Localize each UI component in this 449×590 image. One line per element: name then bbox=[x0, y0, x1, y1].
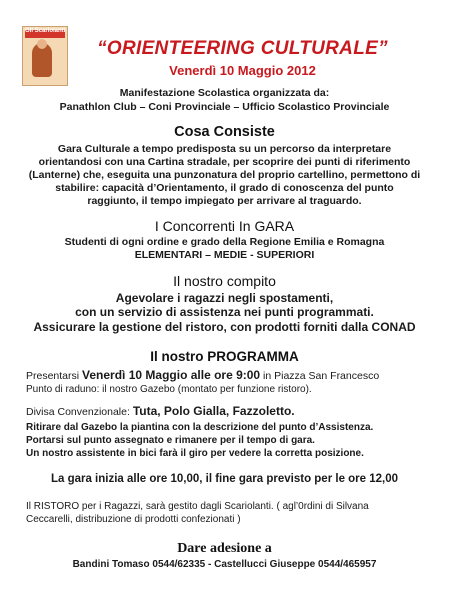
compito-line: con un servizio di assistenza nei punti programmati. bbox=[75, 305, 374, 319]
compito-line: Agevolare i ragazzi negli spostamenti, bbox=[115, 291, 334, 305]
event-date: Venerdì 10 Maggio 2012 bbox=[169, 63, 316, 78]
cosa-line: orientandosi con una Cartina stradale, per scoprire dei punti di riferimento bbox=[38, 156, 411, 168]
ritiro-line: Portarsi sul punto assegnato e rimanere per il tempo di gara. bbox=[26, 435, 315, 446]
presentarsi-prefix: Presentarsi bbox=[26, 370, 83, 382]
page-title: “ORIENTEERING CULTURALE” bbox=[97, 38, 388, 59]
compito-line: Assicurare la gestione del ristoro, con prodotti forniti dalla CONAD bbox=[33, 320, 416, 334]
divisa-value: Tuta, Polo Gialla, Fazzoletto. bbox=[132, 404, 295, 418]
compito-heading: Il nostro compito bbox=[173, 273, 276, 289]
presentarsi-place: in Piazza San Francesco bbox=[260, 370, 380, 382]
cosa-line: Gara Culturale a tempo predisposta su un percorso da interpretare bbox=[57, 143, 392, 155]
adesione-heading: Dare adesione a bbox=[177, 541, 272, 556]
divisa-label: Divisa Convenzionale: bbox=[26, 406, 133, 418]
organizer-list: Panathlon Club – Coni Provinciale – Ufficio Scolastico Provinciale bbox=[59, 101, 390, 113]
cosa-line: (Lanterne) che, eseguita una punzonatura del proprio cartellino, permettono di bbox=[28, 169, 421, 181]
ritiro-line: Un nostro assistente in bici farà il giro per vedere la corretta posizione. bbox=[26, 448, 364, 459]
presentarsi-line bbox=[26, 369, 379, 383]
ristoro-line: Il RISTORO per i Ragazzi, sarà gestito dagli Scariolanti. ( agl’0rdini di Silvana bbox=[26, 501, 369, 512]
cosa-line: stabilire: capacità d’Orientamento, il grado di conoscenza del punto bbox=[55, 182, 394, 194]
ristoro-line: Ceccarelli, distribuzione di prodotti confezionati ) bbox=[26, 514, 241, 525]
ritiro-line: Ritirare dal Gazebo la piantina con la descrizione del punto d’Assistenza. bbox=[26, 422, 374, 433]
gara-time-line: La gara inizia alle ore 10,00, il fine gara previsto per le ore 12,00 bbox=[50, 473, 399, 485]
raduno-line: Punto di raduno: il nostro Gazebo (montato per funzione ristoro). bbox=[26, 384, 312, 395]
logo-text: Gli Scariolanti bbox=[25, 28, 66, 34]
concorrenti-line: ELEMENTARI – MEDIE - SUPERIORI bbox=[134, 249, 315, 261]
adesione-contacts: Bandini Tomaso 0544/62335 - Castellucci Giuseppe 0544/465957 bbox=[72, 559, 377, 570]
divisa-line bbox=[26, 405, 295, 419]
presentarsi-datetime: Venerdì 10 Maggio alle ore 9:00 bbox=[82, 368, 261, 382]
organizer-intro: Manifestazione Scolastica organizzata da: bbox=[119, 87, 330, 99]
cosa-consiste-heading: Cosa Consiste bbox=[174, 124, 275, 140]
programma-heading: Il nostro PROGRAMMA bbox=[150, 349, 299, 364]
concorrenti-heading: I Concorrenti In GARA bbox=[154, 218, 295, 234]
cosa-line: raggiunto, il tempo impiegato per arrivare al traguardo. bbox=[87, 195, 362, 207]
concorrenti-line: Studenti di ogni ordine e grado della Regione Emilia e Romagna bbox=[64, 236, 385, 248]
